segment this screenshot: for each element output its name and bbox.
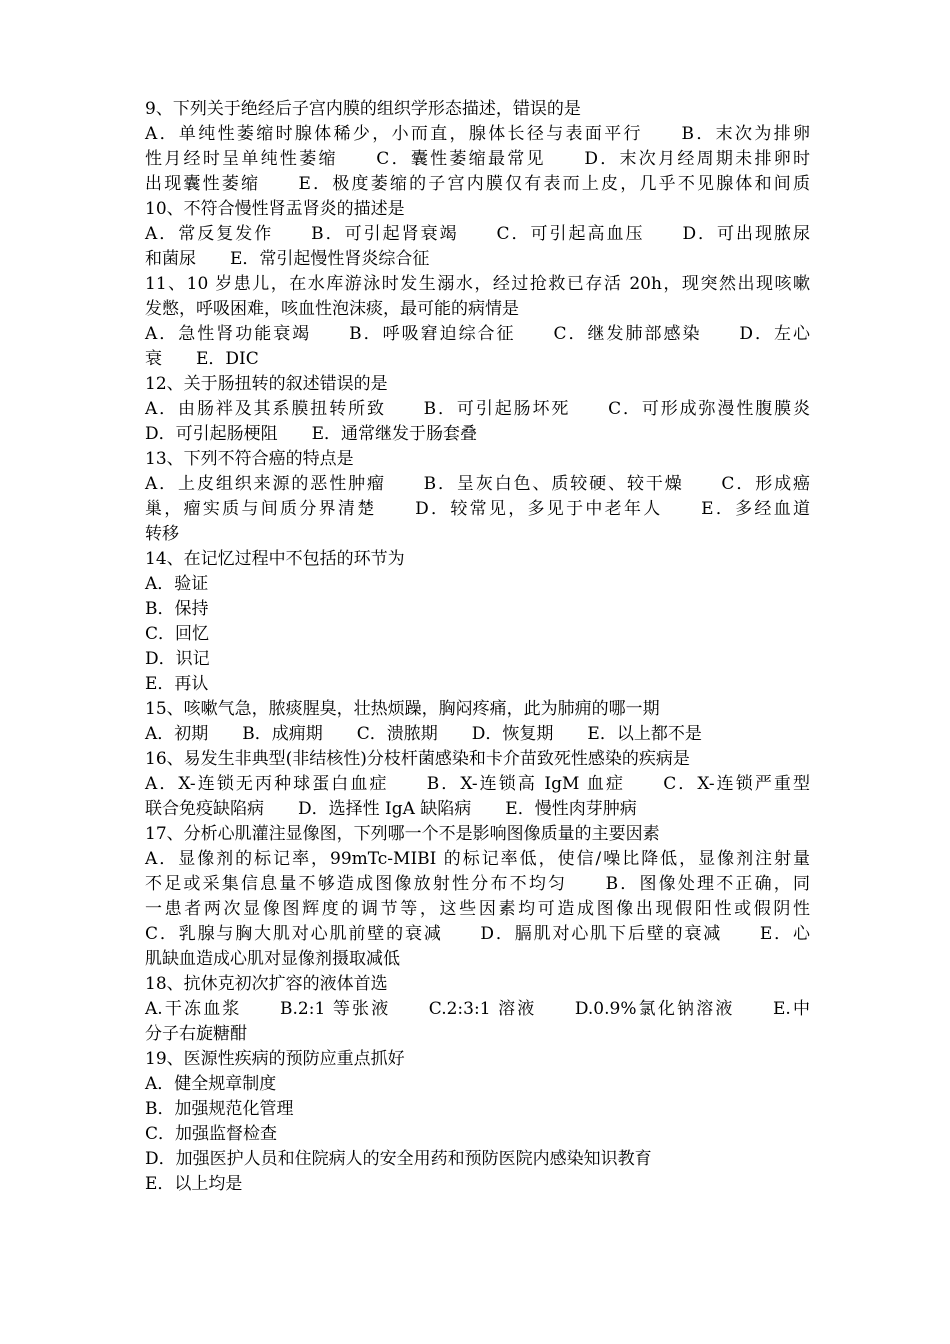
question-14-option-a: A．验证 xyxy=(145,574,209,594)
question-19-option-d: D．加强医护人员和住院病人的安全用药和预防医院内感染知识教育 xyxy=(145,1149,652,1169)
question-18-stem: 18、抗休克初次扩容的液体首选 xyxy=(145,974,388,994)
question-19-option-e: E．以上均是 xyxy=(145,1174,243,1194)
question-11-stem-line-2: 发憋，呼吸困难，咳血性泡沫痰，最可能的病情是 xyxy=(145,299,519,319)
question-12-stem: 12、关于肠扭转的叙述错误的是 xyxy=(145,374,388,394)
question-18-options-line-1: A.干冻血浆 B.2:1 等张液 C.2:3:1 溶液 D.0.9%氯化钠溶液 E.中 xyxy=(145,999,810,1019)
question-17-options-line-2: 不足或采集信息量不够造成图像放射性分布不均匀 B．图像处理不正确，同 xyxy=(145,874,810,894)
question-14-option-d: D．识记 xyxy=(145,649,210,669)
question-18-options-line-2: 分子右旋糖酣 xyxy=(145,1024,247,1044)
question-16-stem: 16、易发生非典型(非结核性)分枝杆菌感染和卡介苗致死性感染的疾病是 xyxy=(145,749,690,769)
question-16-options-line-2: 联合免疫缺陷病 D．选择性 IgA 缺陷病 E．慢性肉芽肿病 xyxy=(145,799,637,819)
question-19-stem: 19、医源性疾病的预防应重点抓好 xyxy=(145,1049,405,1069)
question-13-options-line-2: 巢，瘤实质与间质分界清楚 D．较常见，多见于中老年人 E．多经血道 xyxy=(145,499,810,519)
question-14-option-b: B．保持 xyxy=(145,599,209,619)
question-10-options-line-1: A．常反复发作 B．可引起肾衰竭 C．可引起高血压 D．可出现脓尿 xyxy=(145,224,810,244)
question-14-option-c: C．回忆 xyxy=(145,624,210,644)
question-13-options-line-1: A．上皮组织来源的恶性肿瘤 B．呈灰白色、质较硬、较干燥 C．形成癌 xyxy=(145,474,810,494)
question-11-stem-line-1: 11、10 岁患儿，在水库游泳时发生溺水，经过抢救已存活 20h，现突然出现咳嗽 xyxy=(145,274,810,294)
question-15-stem: 15、咳嗽气急，脓痰腥臭，壮热烦躁，胸闷疼痛，此为肺痈的哪一期 xyxy=(145,699,660,719)
question-17-options-line-1: A．显像剂的标记率，99mTc-MIBI 的标记率低，使信/噪比降低，显像剂注射量 xyxy=(145,849,810,869)
question-17-options-line-4: C．乳腺与胸大肌对心肌前壁的衰减 D．膈肌对心肌下后壁的衰减 E．心 xyxy=(145,924,810,944)
question-14-option-e: E．再认 xyxy=(145,674,209,694)
question-10-stem: 10、不符合慢性肾盂肾炎的描述是 xyxy=(145,199,405,219)
question-9-stem: 9、下列关于绝经后子宫内膜的组织学形态描述，错误的是 xyxy=(145,99,581,119)
question-10-options-line-2: 和菌尿 E．常引起慢性肾炎综合征 xyxy=(145,249,430,269)
question-17-options-line-5: 肌缺血造成心肌对显像剂摄取减低 xyxy=(145,949,400,969)
question-9-options-line-3: 出现囊性萎缩 E．极度萎缩的子宫内膜仅有表而上皮，几乎不见腺体和间质 xyxy=(145,174,810,194)
question-13-stem: 13、下列不符合癌的特点是 xyxy=(145,449,354,469)
question-17-stem: 17、分析心肌灌注显像图，下列哪一个不是影响图像质量的主要因素 xyxy=(145,824,660,844)
question-15-options: A．初期 B．成痈期 C．溃脓期 D．恢复期 E．以上都不是 xyxy=(145,724,702,744)
question-19-option-c: C．加强监督检查 xyxy=(145,1124,278,1144)
question-17-options-line-3: 一患者两次显像图辉度的调节等，这些因素均可造成图像出现假阳性或假阴性 xyxy=(145,899,810,919)
question-19-option-b: B．加强规范化管理 xyxy=(145,1099,294,1119)
question-9-options-line-1: A．单纯性萎缩时腺体稀少，小而直，腺体长径与表面平行 B．末次为排卵 xyxy=(145,124,810,144)
question-11-options-line-2: 衰 E．DIC xyxy=(145,349,259,369)
question-16-options-line-1: A．X-连锁无丙种球蛋白血症 B．X-连锁高 IgM 血症 C．X-连锁严重型 xyxy=(145,774,810,794)
question-19-option-a: A．健全规章制度 xyxy=(145,1074,277,1094)
document-page xyxy=(145,97,810,1197)
question-11-options-line-1: A．急性肾功能衰竭 B．呼吸窘迫综合征 C．继发肺部感染 D．左心 xyxy=(145,324,810,344)
question-9-options-line-2: 性月经时呈单纯性萎缩 C．囊性萎缩最常见 D．末次月经周期未排卵时 xyxy=(145,149,810,169)
question-14-stem: 14、在记忆过程中不包括的环节为 xyxy=(145,549,405,569)
question-12-options-line-2: D．可引起肠梗阻 E．通常继发于肠套叠 xyxy=(145,424,478,444)
question-13-options-line-3: 转移 xyxy=(145,524,179,544)
question-12-options-line-1: A．由肠袢及其系膜扭转所致 B．可引起肠坏死 C．可形成弥漫性腹膜炎 xyxy=(145,399,810,419)
